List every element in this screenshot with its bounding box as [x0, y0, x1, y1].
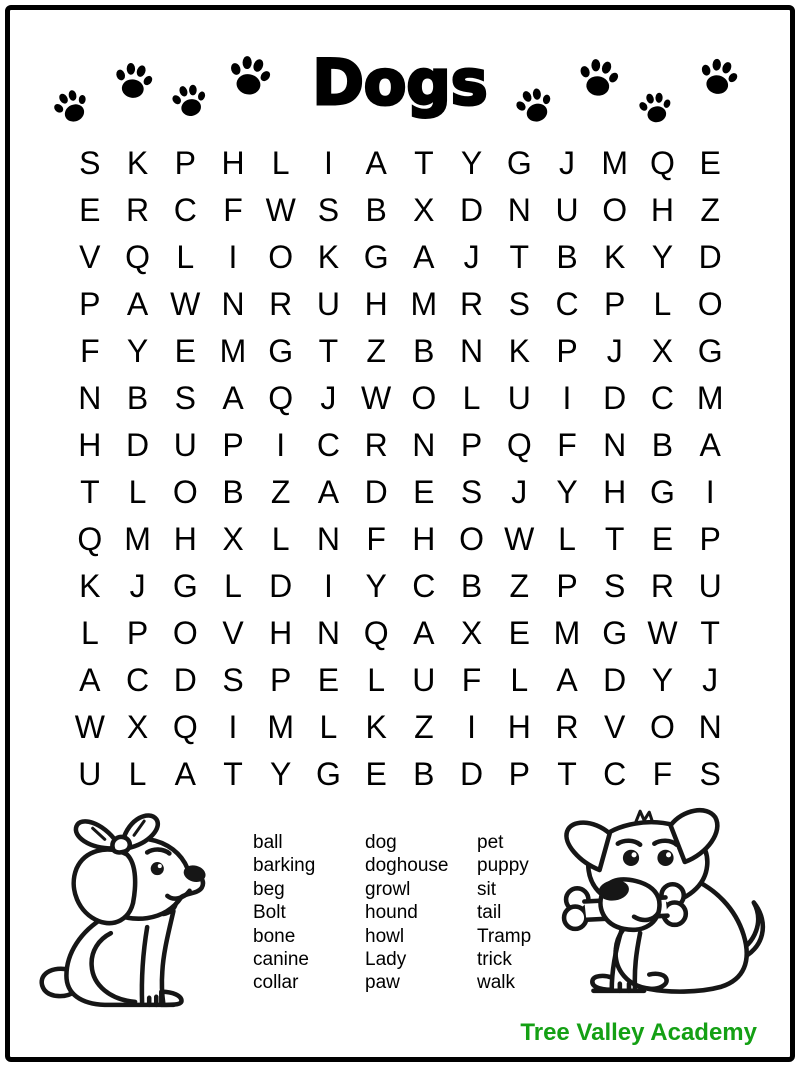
grid-letter: O	[602, 192, 628, 228]
grid-letter: K	[79, 568, 101, 604]
grid-letter: M	[410, 286, 438, 322]
letter-grid	[66, 140, 734, 798]
grid-letter: H	[603, 474, 627, 510]
grid-letter: D	[698, 239, 722, 275]
grid-letter: R	[650, 568, 674, 604]
grid-letter: K	[126, 145, 149, 181]
grid-letter: H	[507, 709, 531, 745]
grid-letter: K	[604, 239, 626, 275]
grid-letter: H	[364, 286, 388, 322]
grid-letter: G	[602, 615, 628, 651]
grid-letter: U	[507, 380, 531, 416]
grid-letter: T	[509, 239, 530, 275]
grid-letter: E	[174, 333, 196, 369]
grid-letter: I	[705, 474, 715, 510]
grid-letter: I	[228, 239, 238, 275]
grid-letter: N	[698, 709, 722, 745]
grid-letter: A	[413, 239, 435, 275]
grid-letter: D	[126, 427, 150, 463]
grid-letter: D	[603, 380, 627, 416]
grid-letter: J	[320, 380, 337, 416]
grid-letter: L	[558, 521, 576, 557]
grid-letter: G	[268, 333, 294, 369]
grid-letter: B	[651, 427, 674, 463]
grid-letter: J	[606, 333, 623, 369]
grid-letter: L	[224, 568, 242, 604]
grid-letter: D	[173, 662, 197, 698]
grid-letter: W	[170, 286, 201, 322]
grid-letter: Q	[77, 521, 103, 557]
grid-letter: P	[556, 333, 578, 369]
grid-letter: V	[79, 239, 101, 275]
grid-letter: P	[508, 756, 530, 792]
grid-letter: U	[316, 286, 340, 322]
grid-letter: F	[223, 192, 243, 228]
grid-letter: L	[128, 756, 147, 792]
grid-letter: C	[126, 662, 150, 698]
grid-letter: N	[603, 427, 627, 463]
grid-letter: B	[222, 474, 244, 510]
grid-letter: V	[604, 709, 626, 745]
grid-letter: J	[129, 568, 146, 604]
grid-letter: J	[558, 145, 575, 181]
grid-letter: J	[463, 239, 480, 275]
grid-letter: S	[699, 756, 721, 792]
grid-letter: H	[78, 427, 102, 463]
grid-letter: G	[697, 333, 723, 369]
grid-letter: D	[269, 568, 293, 604]
grid-letter: N	[460, 333, 484, 369]
grid-letter: T	[80, 474, 100, 510]
grid-letter: H	[173, 521, 197, 557]
grid-letter: R	[460, 286, 484, 322]
grid-letter: A	[174, 756, 196, 792]
grid-letter: J	[702, 662, 719, 698]
grid-letter: T	[414, 145, 434, 181]
grid-letter: O	[649, 709, 675, 745]
grid-letter: S	[317, 192, 340, 228]
word-item: ball	[253, 832, 283, 853]
grid-letter: O	[172, 474, 198, 510]
grid-letter: L	[319, 709, 338, 745]
grid-letter: L	[128, 474, 147, 510]
word-item: dog	[365, 832, 397, 853]
word-item: puppy	[477, 855, 529, 877]
grid-letter: P	[556, 568, 578, 604]
grid-letter: T	[604, 521, 625, 557]
grid-letter: Q	[363, 615, 389, 651]
word-item: paw	[365, 972, 400, 994]
grid-letter: I	[562, 380, 572, 416]
grid-letter: D	[603, 662, 627, 698]
grid-letter: M	[124, 521, 151, 557]
grid-letter: A	[79, 662, 101, 698]
grid-letter: Q	[125, 239, 150, 275]
grid-letter: N	[78, 380, 102, 416]
grid-letter: S	[79, 145, 101, 181]
word-item: Lady	[365, 949, 407, 971]
grid-letter: P	[699, 521, 721, 557]
grid-letter: F	[461, 662, 482, 698]
word-item: doghouse	[365, 855, 449, 877]
grid-letter: O	[172, 615, 198, 651]
grid-letter: L	[653, 286, 672, 322]
grid-letter: F	[557, 427, 577, 463]
grid-letter: W	[647, 615, 678, 651]
grid-letter: A	[413, 615, 435, 651]
grid-letter: O	[268, 239, 294, 275]
grid-letter: B	[413, 756, 435, 792]
grid-letter: E	[508, 615, 530, 651]
grid-letter: B	[413, 333, 435, 369]
word-item: howl	[365, 925, 405, 947]
grid-letter: O	[697, 286, 723, 322]
puzzle-title: Dogs	[312, 46, 488, 119]
grid-letter: P	[270, 662, 292, 698]
grid-letter: T	[223, 756, 243, 792]
grid-letter: B	[126, 380, 149, 416]
grid-letter: N	[316, 521, 340, 557]
grid-letter: A	[699, 427, 721, 463]
grid-letter: I	[276, 427, 286, 463]
grid-letter: Z	[366, 333, 386, 369]
word-item: bone	[253, 925, 296, 947]
grid-letter: N	[316, 615, 340, 651]
grid-letter: L	[271, 521, 290, 557]
grid-letter: N	[412, 427, 436, 463]
grid-letter: B	[365, 192, 387, 228]
grid-letter: U	[412, 662, 436, 698]
grid-letter: G	[649, 474, 675, 510]
grid-letter: O	[411, 380, 437, 416]
word-item: Tramp	[477, 925, 532, 947]
grid-letter: L	[271, 145, 290, 181]
grid-letter: B	[460, 568, 483, 604]
grid-letter: I	[467, 709, 476, 745]
grid-letter: K	[365, 709, 387, 745]
grid-letter: I	[228, 709, 238, 745]
grid-letter: I	[323, 568, 333, 604]
grid-letter: C	[650, 380, 674, 416]
grid-letter: M	[553, 615, 581, 651]
grid-letter: F	[652, 756, 673, 792]
grid-letter: N	[507, 192, 531, 228]
grid-letter: E	[365, 756, 387, 792]
grid-letter: Y	[270, 756, 292, 792]
grid-letter: L	[367, 662, 386, 698]
word-item: barking	[253, 855, 316, 877]
grid-letter: K	[508, 333, 530, 369]
grid-letter: P	[604, 286, 626, 322]
grid-letter: D	[364, 474, 388, 510]
grid-letter: Q	[506, 427, 532, 463]
grid-letter: W	[265, 192, 296, 228]
grid-letter: E	[413, 474, 435, 510]
grid-letter: Y	[460, 145, 483, 181]
grid-letter: R	[555, 709, 579, 745]
word-item: beg	[253, 878, 285, 900]
grid-letter: L	[80, 615, 99, 651]
grid-letter: X	[126, 709, 149, 745]
grid-letter: F	[80, 333, 100, 369]
grid-letter: P	[126, 615, 149, 651]
grid-letter: F	[366, 521, 386, 557]
word-item: canine	[253, 949, 309, 971]
grid-letter: X	[460, 615, 483, 651]
grid-letter: M	[219, 333, 247, 369]
grid-letter: S	[174, 380, 196, 416]
grid-letter: J	[511, 474, 528, 510]
grid-letter: Z	[700, 192, 720, 228]
word-item: walk	[477, 972, 516, 994]
grid-letter: P	[222, 427, 244, 463]
grid-letter: A	[317, 474, 340, 510]
puppy-with-bone-illustration	[550, 797, 780, 1005]
word-list-column	[253, 831, 365, 995]
grid-letter: W	[74, 709, 105, 745]
grid-letter: G	[315, 756, 341, 792]
grid-letter: C	[316, 427, 340, 463]
grid-letter: E	[79, 192, 101, 228]
grid-letter: H	[650, 192, 674, 228]
branding-text: Tree Valley Academy	[520, 1019, 757, 1046]
word-list	[253, 831, 569, 995]
grid-letter: C	[412, 568, 436, 604]
grid-letter: E	[699, 145, 721, 181]
grid-letter: U	[555, 192, 579, 228]
word-item: hound	[365, 902, 418, 924]
grid-letter: L	[462, 380, 481, 416]
grid-letter: Q	[172, 709, 198, 745]
grid-letter: I	[323, 145, 333, 181]
grid-letter: E	[651, 521, 674, 557]
grid-letter: S	[508, 286, 530, 322]
grid-letter: U	[698, 568, 722, 604]
grid-letter: Z	[414, 709, 434, 745]
grid-letter: S	[222, 662, 244, 698]
grid-letter: O	[459, 521, 484, 557]
grid-letter: R	[364, 427, 388, 463]
grid-letter: A	[126, 286, 149, 322]
grid-letter: X	[222, 521, 244, 557]
grid-letter: Y	[651, 239, 674, 275]
grid-letter: H	[412, 521, 436, 557]
grid-letter: Q	[268, 380, 294, 416]
grid-letter: E	[317, 662, 340, 698]
puppy-with-bow-illustration	[22, 810, 234, 1012]
grid-letter: M	[601, 145, 629, 181]
grid-letter: R	[126, 192, 150, 228]
grid-letter: H	[269, 615, 293, 651]
grid-letter: L	[176, 239, 195, 275]
grid-letter: C	[555, 286, 579, 322]
grid-letter: M	[267, 709, 295, 745]
grid-letter: P	[79, 286, 101, 322]
grid-letter: R	[269, 286, 293, 322]
grid-letter: Q	[649, 145, 675, 181]
grid-letter: N	[221, 286, 245, 322]
grid-letter: D	[460, 192, 484, 228]
word-item: tail	[477, 902, 502, 924]
grid-letter: T	[557, 756, 577, 792]
grid-letter: A	[556, 662, 578, 698]
word-item: Bolt	[253, 902, 286, 924]
grid-letter: G	[172, 568, 198, 604]
grid-letter: X	[413, 192, 435, 228]
grid-letter: X	[651, 333, 674, 369]
word-item: collar	[253, 972, 299, 994]
grid-letter: Y	[365, 568, 387, 604]
word-item: sit	[477, 878, 496, 900]
grid-letter: M	[696, 380, 724, 416]
grid-letter: D	[460, 756, 484, 792]
word-item: growl	[365, 878, 411, 900]
grid-letter: A	[365, 145, 387, 181]
grid-letter: H	[221, 145, 245, 181]
grid-letter: G	[363, 239, 389, 275]
grid-letter: P	[174, 145, 196, 181]
grid-letter: Z	[509, 568, 530, 604]
grid-letter: P	[460, 427, 483, 463]
grid-letter: B	[556, 239, 578, 275]
grid-letter: S	[460, 474, 483, 510]
grid-letter: A	[222, 380, 244, 416]
grid-letter: K	[317, 239, 340, 275]
grid-letter: V	[222, 615, 244, 651]
grid-letter: T	[700, 615, 720, 651]
word-item: trick	[477, 949, 512, 971]
grid-letter: C	[173, 192, 197, 228]
grid-letter: L	[510, 662, 529, 698]
grid-letter: W	[361, 380, 392, 416]
grid-letter: U	[78, 756, 102, 792]
grid-letter: W	[504, 521, 535, 557]
grid-letter: T	[318, 333, 339, 369]
grid-letter: C	[603, 756, 627, 792]
word-list-column	[365, 831, 477, 995]
grid-letter: G	[506, 145, 532, 181]
grid-letter: U	[173, 427, 197, 463]
grid-letter: Y	[126, 333, 149, 369]
word-item: pet	[477, 832, 504, 853]
grid-letter: Y	[651, 662, 674, 698]
grid-letter: S	[604, 568, 626, 604]
grid-letter: Y	[556, 474, 578, 510]
grid-letter: Z	[270, 474, 291, 510]
